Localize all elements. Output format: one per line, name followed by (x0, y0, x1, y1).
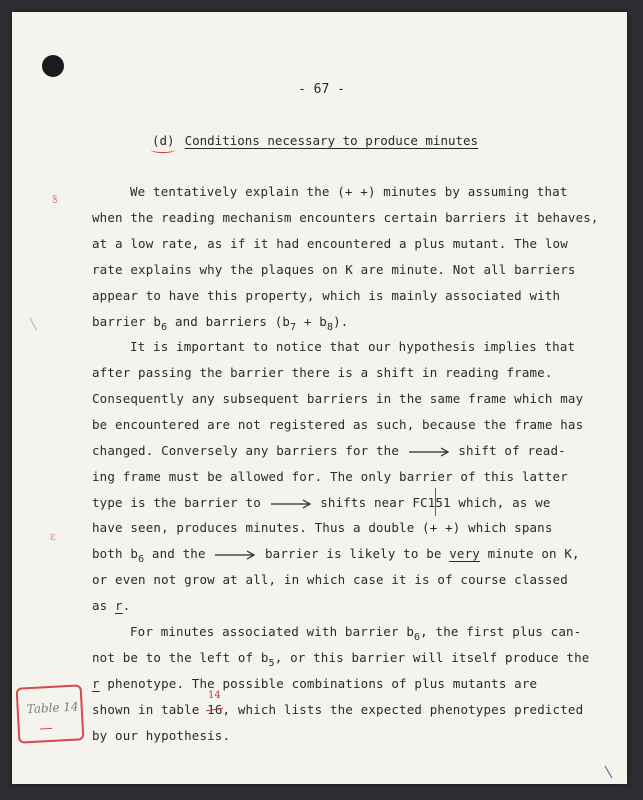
text-line: shown in table 16, which lists the expected phenotypes predicted (92, 702, 584, 717)
section-marker: (d) (152, 133, 175, 148)
text-line: have seen, produces minutes. Thus a double (+ +) which spans (92, 520, 553, 535)
text-line: barrier $b_6$ and barriers $(b_7 + b_8)$. (92, 314, 349, 333)
text-line: after passing the barrier there is a shift in reading frame. (92, 365, 553, 380)
pencil-mark: ╲ (30, 318, 37, 331)
section-title: Conditions necessary to produce minutes (184, 133, 479, 148)
pencil-mark: ꝸ (52, 193, 58, 206)
text-line: when the reading mechanism encounters certain barriers it behaves, (92, 210, 599, 225)
text-line: as r. (92, 598, 131, 613)
text-line: by our hypothesis. (92, 728, 231, 743)
text-line: type is the barrier to shifts near FC151 which, as we (92, 495, 551, 510)
arrow-right-icon (269, 499, 313, 509)
text-line: r phenotype. The possible combinations of plus mutants are (92, 676, 538, 691)
text-line: both $b_6$ and the barrier is likely to be very minute on K, (92, 546, 580, 565)
text-line: Consequently any subsequent barriers in the same frame which may (92, 391, 584, 406)
handwritten-insert: 14 (208, 690, 221, 701)
text-line: appear to have this property, which is mainly associated with (92, 288, 561, 303)
punch-hole (42, 55, 64, 77)
stamp-underline-mark (39, 720, 52, 731)
text-line: For minutes associated with barrier $b_6$, the first plus can- (130, 624, 582, 643)
text-line: We tentatively explain the (+ +) minutes by assuming that (130, 184, 568, 199)
pencil-mark: ɛ (50, 530, 56, 543)
text-line: changed. Conversely any barriers for the shift of read- (92, 443, 566, 458)
editor-mark (435, 488, 436, 516)
arrow-right-icon (407, 447, 451, 457)
arrow-right-icon (213, 550, 257, 560)
stamp-label: Table 14 (26, 699, 79, 717)
table-stamp (16, 684, 85, 743)
text-line: at a low rate, as if it had encountered a plus mutant. The low (92, 236, 568, 251)
text-line: be encountered are not registered as such, because the frame has (92, 417, 584, 432)
text-line: It is important to notice that our hypothesis implies that (130, 339, 576, 354)
text-line: or even not grow at all, in which case it is of course classed (92, 572, 568, 587)
text-line: ing frame must be allowed for. The only barrier of this latter (92, 469, 568, 484)
section-heading (152, 133, 478, 148)
text-line: not be to the left of $b_5$, or this barrier will itself produce the (92, 650, 590, 669)
text-line: rate explains why the plaques on K are minute. Not all barriers (92, 262, 576, 277)
page-number: - 67 - (298, 82, 345, 97)
